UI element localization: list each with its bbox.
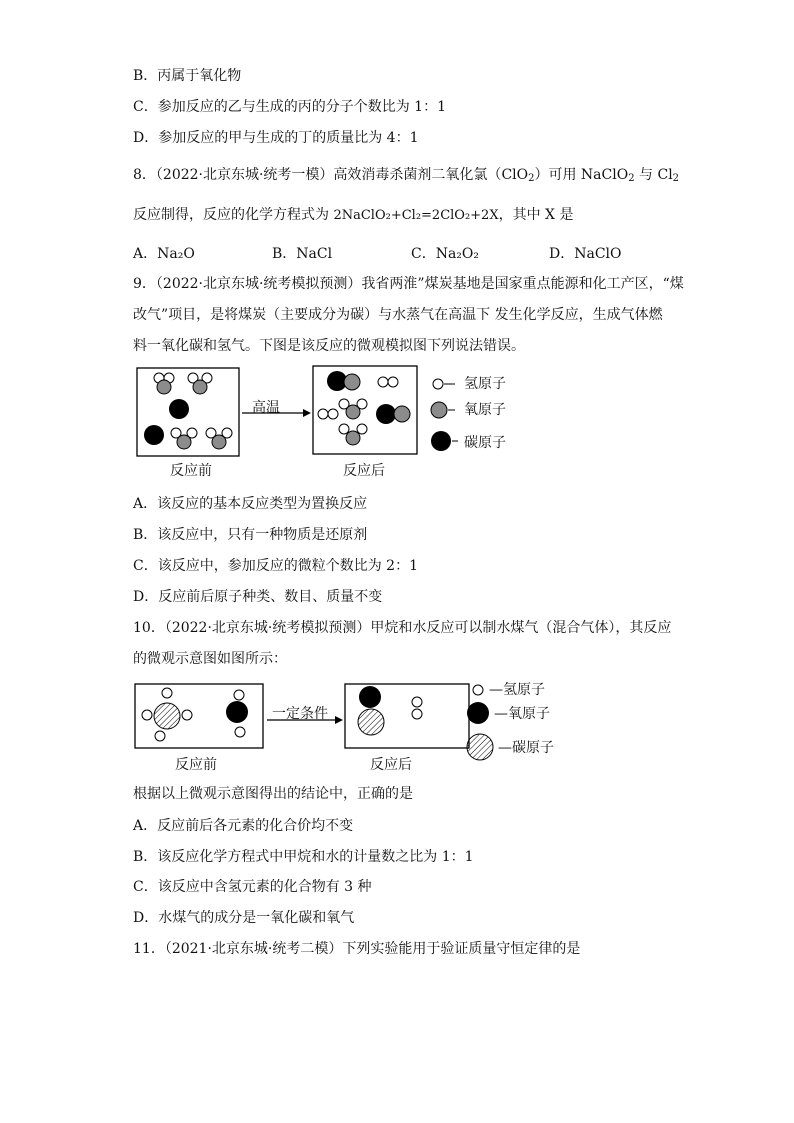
q9-stem-line1: 9．（2022·北京东城·统考模拟预测）我省两淮”煤炭基地是国家重点能源和化工产区，“煤: [133, 276, 684, 292]
q8-stem-line1: [133, 165, 679, 189]
q10-legend-oxygen: —氧原子: [494, 706, 550, 722]
q9-h2-molecule: [318, 409, 338, 419]
q10-legend-carbon: —碳原子: [498, 740, 554, 756]
q10-methane-molecule: [142, 688, 192, 741]
q10-stem-line1: 10．（2022·北京东城·统考模拟预测）甲烷和水反应可以制水煤气（混合气体），其反应: [133, 620, 672, 636]
q9-water-molecule: [154, 373, 174, 394]
q10-legend-oxygen-symbol: [467, 702, 489, 724]
q8-stem-text3: ，其中 X 是: [498, 207, 574, 223]
q8-clo2: ClO$_2$: [501, 167, 535, 184]
q10-arrow-label: 一定条件: [272, 706, 328, 722]
q9-h2-molecule: [378, 377, 398, 387]
q8-stem-end: 与 $Cl_2$: [634, 167, 680, 184]
q8-equation: 2NaClO₂+Cl₂=2ClO₂+2X: [333, 208, 499, 223]
q9-water-molecule: [171, 428, 197, 449]
q10-before-caption: 反应前: [175, 757, 217, 773]
q9-legend-carbon: 碳原子: [464, 435, 506, 451]
q9-water-molecule: [188, 373, 212, 394]
q9-carbon-atom: [169, 399, 189, 419]
q9-micro-diagram: [130, 362, 530, 487]
q8-stem-mid: ）可用 NaClO$_2$: [534, 167, 635, 184]
q8-stem-text: 8．（2022·北京东城·统考一模）高效消毒杀菌剂二氧化氯（: [133, 167, 502, 183]
q10-option-b: B．该反应化学方程式中甲烷和水的计量数之比为 1：1: [133, 849, 474, 865]
q8-stem-line2: [133, 205, 573, 226]
q7-option-b: B．丙属于氧化物: [133, 68, 242, 84]
q9-after-caption: 反应后: [343, 463, 385, 479]
q8-option-c: C．Na₂O₂: [411, 246, 480, 262]
q9-legend-oxygen-symbol: [431, 402, 447, 418]
q9-legend-carbon-symbol: [431, 431, 451, 451]
q9-co-molecule: [327, 371, 360, 391]
q10-option-a: A．反应前后各元素的化合价均不变: [133, 818, 354, 834]
q7-option-d: D．参加反应的甲与生成的丁的质量比为 4：1: [133, 130, 419, 146]
q9-water-molecule: [339, 399, 367, 419]
q10-legend-hydrogen-symbol: [473, 685, 483, 695]
q9-stem-line3: 料一氧化碳和氢气。下图是该反应的微观模拟图下列说法错误。: [133, 338, 525, 354]
q9-legend-hydrogen-symbol: [433, 379, 443, 389]
q9-co-molecule: [376, 404, 410, 424]
q9-arrow-label: 高温: [252, 400, 280, 416]
q9-option-d: D．反应前后原子种类、数目、质量不变: [133, 589, 383, 605]
q10-legend-carbon-symbol: [467, 734, 493, 760]
q8-option-b: B．NaCl: [272, 246, 333, 262]
q9-stem-line2: 改气”项目，是将煤炭（主要成分为碳）与水蒸气在高温下 发生化学反应，生成气体燃: [133, 307, 663, 323]
q8-stem-text2: 反应制得，反应的化学方程式为: [133, 207, 334, 223]
q9-option-c: C．该反应中，参加反应的微粒个数比为 2：1: [133, 558, 418, 574]
q9-legend-oxygen: 氧原子: [464, 402, 506, 418]
q10-question-stem: 根据以上微观示意图得出的结论中，正确的是: [133, 786, 413, 802]
q10-option-d: D．水煤气的成分是一氧化碳和氧气: [133, 910, 355, 926]
q9-legend-hydrogen: 氢原子: [464, 376, 506, 392]
q8-option-a: A．Na₂O: [133, 246, 195, 262]
q9-water-molecule: [339, 424, 367, 445]
q10-stem-line2: 的微观示意图如图所示：: [133, 651, 287, 667]
q10-water-molecule: [226, 690, 248, 737]
q10-option-c: C．该反应中含氢元素的化合物有 3 种: [133, 879, 372, 895]
q9-carbon-atom: [144, 425, 164, 445]
q8-option-d: D．NaClO: [549, 246, 622, 262]
q10-co-molecule: [358, 686, 384, 735]
q10-legend-hydrogen: —氢原子: [489, 682, 545, 698]
q11-stem-line1: 11．（2021·北京东城·统考二模）下列实验能用于验证质量守恒定律的是: [133, 941, 581, 957]
q9-option-b: B．该反应中，只有一种物质是还原剂: [133, 527, 368, 543]
q9-option-a: A．该反应的基本反应类型为置换反应: [133, 496, 368, 512]
q10-h2-molecule: [412, 697, 422, 719]
q10-micro-diagram: [130, 676, 570, 776]
q10-after-caption: 反应后: [370, 757, 412, 773]
q9-water-molecule: [206, 428, 232, 449]
q7-option-c: C．参加反应的乙与生成的丙的分子个数比为 1：1: [133, 99, 446, 115]
q9-before-caption: 反应前: [170, 463, 212, 479]
